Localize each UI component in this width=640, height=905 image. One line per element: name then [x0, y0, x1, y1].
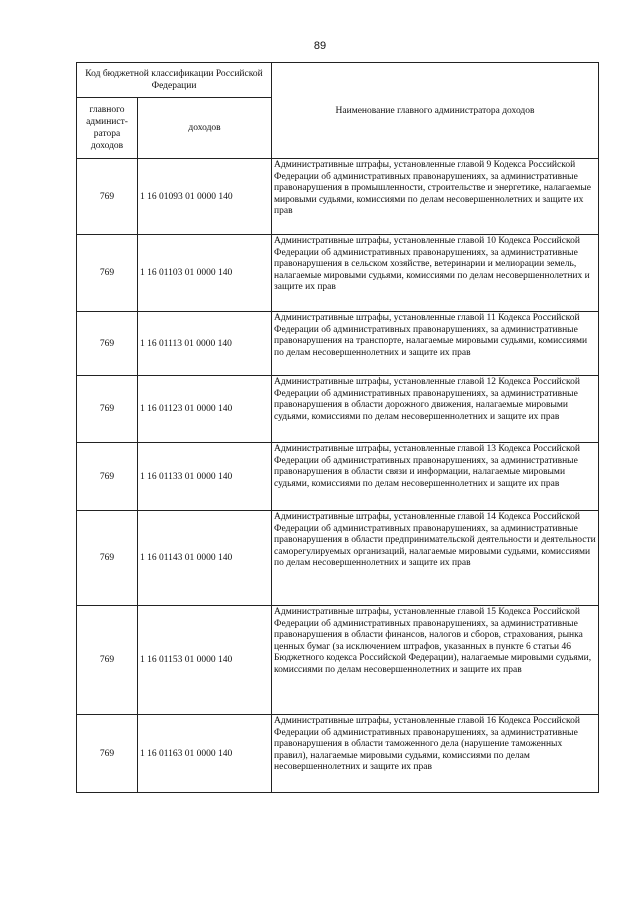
- admin-code-cell: 769: [77, 159, 138, 235]
- revenue-code-cell: 1 16 01123 01 0000 140: [138, 376, 272, 443]
- description-cell: Административные штрафы, установленные главой 10 Кодекса Российской Федерации об административных правонарушениях, за административные правонарушения в сельском хозяйстве, ветеринарии и мелиорации земель, налагаемые мировыми судьями, комиссиями по делам несовершеннолетних и защите их прав: [272, 235, 599, 312]
- table-header: [77, 63, 599, 159]
- admin-code-cell: 769: [77, 376, 138, 443]
- header-revenue-column: доходов: [138, 98, 272, 159]
- header-admin-column: главного админист-ратора доходов: [77, 98, 138, 159]
- table-row: [77, 376, 599, 443]
- admin-code-cell: 769: [77, 312, 138, 376]
- table-row: [77, 715, 599, 793]
- revenue-code-cell: 1 16 01103 01 0000 140: [138, 235, 272, 312]
- table-row: [77, 235, 599, 312]
- table-row: [77, 159, 599, 235]
- page-number: 89: [313, 40, 327, 52]
- admin-code-cell: 769: [77, 443, 138, 511]
- table-row: [77, 312, 599, 376]
- description-cell: Административные штрафы, установленные главой 14 Кодекса Российской Федерации об административных правонарушениях, за административные правонарушения в области предпринимательской деятельности и деятельности саморегулируемых организаций, налагаемые мировыми судьями, комиссиями по делам несовершеннолетних и защите их прав: [272, 511, 599, 606]
- description-cell: Административные штрафы, установленные главой 12 Кодекса Российской Федерации об административных правонарушениях, за административные правонарушения в области дорожного движения, налагаемые мировыми судьями, комиссиями по делам несовершеннолетних и защите их прав: [272, 376, 599, 443]
- revenue-code-cell: 1 16 01113 01 0000 140: [138, 312, 272, 376]
- table-row: [77, 606, 599, 715]
- description-cell: Административные штрафы, установленные главой 15 Кодекса Российской Федерации об административных правонарушениях, за административные правонарушения в области финансов, налогов и сборов, страхования, рынка ценных бумаг (за исключением штрафов, указанных в пункте 6 статьи 46 Бюджетного кодекса Российской Федерации), налагаемые мировыми судьями, комиссиями по делам несовершеннолетних и защите их прав: [272, 606, 599, 715]
- header-name-column: Наименование главного администратора доходов: [272, 63, 599, 159]
- admin-code-cell: 769: [77, 715, 138, 793]
- revenue-code-cell: 1 16 01133 01 0000 140: [138, 443, 272, 511]
- table-body: [77, 159, 599, 793]
- admin-code-cell: 769: [77, 511, 138, 606]
- description-cell: Административные штрафы, установленные главой 13 Кодекса Российской Федерации об административных правонарушениях, за административные правонарушения в области связи и информации, налагаемые мировыми судьями, комиссиями по делам несовершеннолетних и защите их прав: [272, 443, 599, 511]
- table-row: [77, 511, 599, 606]
- revenue-code-cell: 1 16 01153 01 0000 140: [138, 606, 272, 715]
- header-group-title: Код бюджетной классификации Российской Федерации: [77, 63, 272, 98]
- admin-code-cell: 769: [77, 235, 138, 312]
- description-cell: Административные штрафы, установленные главой 11 Кодекса Российской Федерации об административных правонарушениях, за административные правонарушения на транспорте, налагаемые мировыми судьями, комиссиями по делам несовершеннолетних и защите их прав: [272, 312, 599, 376]
- description-cell: Административные штрафы, установленные главой 16 Кодекса Российской Федерации об административных правонарушениях, за административные правонарушения в области таможенного дела (нарушение таможенных правил), налагаемые мировыми судьями, комиссиями по делам несовершеннолетних и защите их прав: [272, 715, 599, 793]
- revenue-code-cell: 1 16 01163 01 0000 140: [138, 715, 272, 793]
- revenue-code-cell: 1 16 01093 01 0000 140: [138, 159, 272, 235]
- table-row: [77, 443, 599, 511]
- revenue-code-cell: 1 16 01143 01 0000 140: [138, 511, 272, 606]
- budget-classification-table: [76, 62, 599, 793]
- admin-code-cell: 769: [77, 606, 138, 715]
- description-cell: Административные штрафы, установленные главой 9 Кодекса Российской Федерации об административных правонарушениях, за административные правонарушения в промышленности, строительстве и энергетике, налагаемые мировыми судьями, комиссиями по делам несовершеннолетних и защите их прав: [272, 159, 599, 235]
